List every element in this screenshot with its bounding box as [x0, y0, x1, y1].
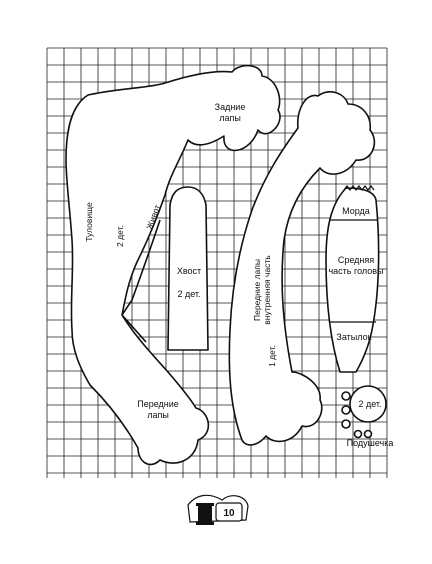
pad-circle-4 — [355, 431, 362, 438]
label-tail: Хвост — [176, 266, 202, 276]
page-number: 10 — [223, 508, 235, 519]
pad-circle-1 — [342, 392, 350, 400]
label-eye-count: 2 дет. — [358, 399, 382, 409]
label-front-paws-1: Передние — [137, 399, 179, 409]
label-belly-count: 2 дет. — [115, 225, 125, 247]
label-muzzle: Морда — [342, 206, 370, 216]
label-front-paws-inner-1: Передние лапы — [252, 259, 262, 321]
label-middle-head-1: Средняя — [337, 255, 375, 265]
label-belly: Живот — [144, 203, 163, 231]
pad-circle-3 — [342, 420, 350, 428]
page-badge — [188, 495, 248, 525]
label-tail-count: 2 дет. — [177, 289, 201, 299]
pad-circle-2 — [342, 406, 350, 414]
label-front-paws-inner-2: внутренняя часть — [262, 255, 272, 325]
label-pad: Подушечка — [346, 438, 394, 448]
label-front-paws-inner-count: 1 дет. — [267, 345, 277, 367]
thread-spool-icon — [196, 503, 214, 525]
label-front-paws-2: лапы — [147, 410, 169, 420]
pad-circle-5 — [365, 431, 372, 438]
label-rear-paws-1: Задние — [214, 102, 246, 112]
label-middle-head-2: часть головы — [328, 266, 384, 276]
label-body: Туловище — [84, 202, 94, 242]
label-rear-paws-2: лапы — [219, 113, 241, 123]
label-nape: Затылок — [336, 332, 372, 342]
